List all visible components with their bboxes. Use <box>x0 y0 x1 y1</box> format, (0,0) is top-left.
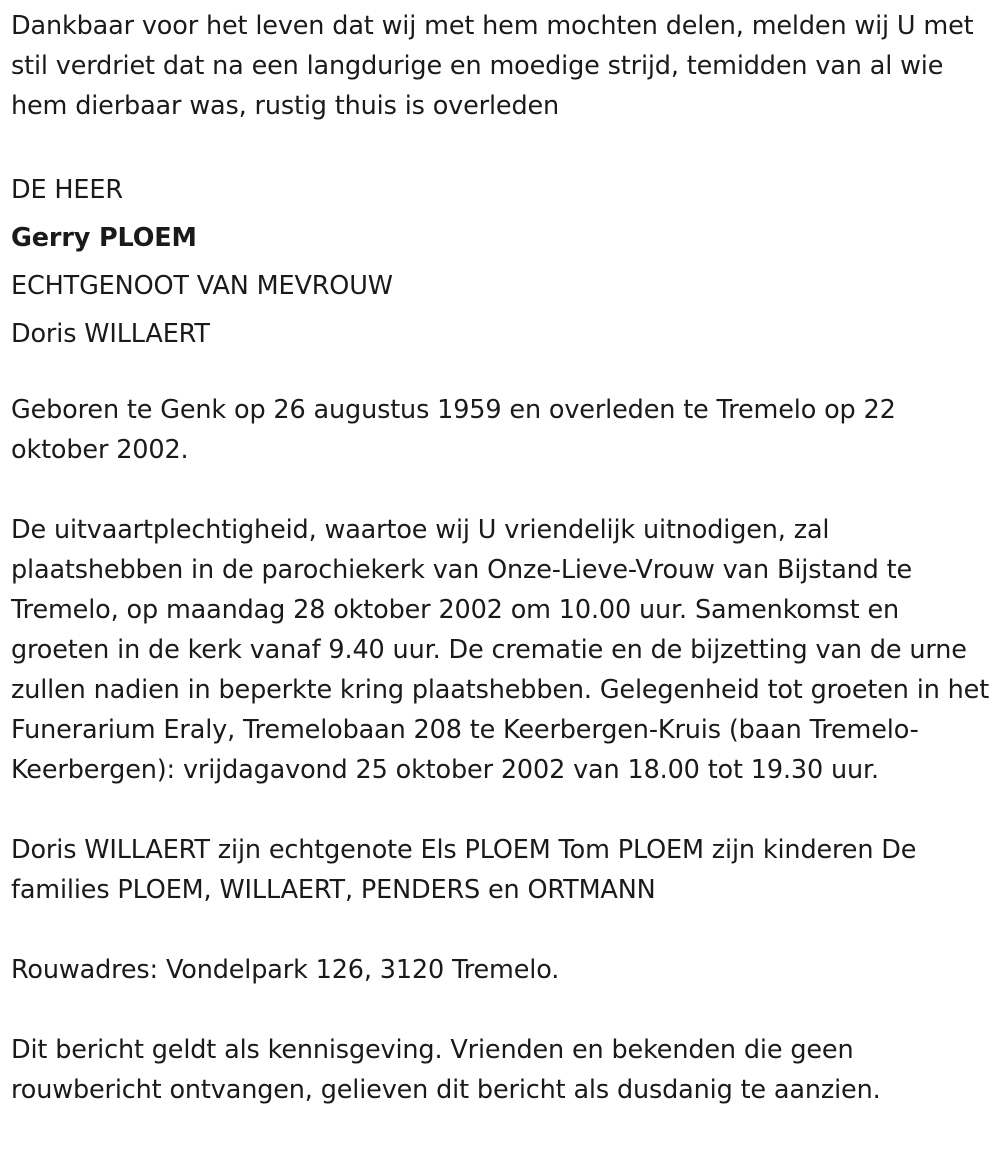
closing-paragraph: Dit bericht geldt als kennisgeving. Vrienden en bekenden die geen rouwbericht ontvangen, gelieven dit bericht als dusdanig te aanzien. <box>11 1035 881 1105</box>
spouse-label: ECHTGENOOT VAN MEVROUW <box>11 271 393 301</box>
spacer <box>11 910 991 950</box>
spacer <box>11 358 991 390</box>
title-line: DE HEER <box>11 175 123 205</box>
address-paragraph: Rouwadres: Vondelpark 126, 3120 Tremelo. <box>11 955 560 985</box>
deceased-name: Gerry PLOEM <box>11 223 197 253</box>
spacer <box>11 470 991 510</box>
birth-death-paragraph: Geboren te Genk op 26 augustus 1959 en overleden te Tremelo op 22 oktober 2002. <box>11 395 896 465</box>
spacer <box>11 990 991 1030</box>
spacer <box>11 790 991 830</box>
spacer <box>11 126 991 166</box>
spouse-name: Doris WILLAERT <box>11 319 210 349</box>
family-paragraph: Doris WILLAERT zijn echtgenote Els PLOEM Tom PLOEM zijn kinderen De families PLOEM, WILLAERT, PENDERS en ORTMANN <box>11 835 917 905</box>
ceremony-paragraph: De uitvaartplechtigheid, waartoe wij U vriendelijk uitnodigen, zal plaatshebben in de parochiekerk van Onze-Lieve-Vrouw van Bijstand te Tremelo, op maandag 28 oktober 2002 om 10.00 uur. Samenkomst en groeten in de kerk vanaf 9.40 uur. De crematie en de bijzetting van de urne zullen nadien in beperkte kring plaatshebben. Gelegenheid tot groeten in het Funerarium Eraly, Tremelobaan 208 te Keerbergen-Kruis (baan Tremelo-Keerbergen): vrijdagavond 25 oktober 2002 van 18.00 tot 19.30 uur. <box>11 515 990 785</box>
death-notice <box>11 6 991 1110</box>
intro-paragraph: Dankbaar voor het leven dat wij met hem mochten delen, melden wij U met stil verdriet dat na een langdurige en moedige strijd, temidden van al wie hem dierbaar was, rustig thuis is overleden <box>11 11 974 121</box>
